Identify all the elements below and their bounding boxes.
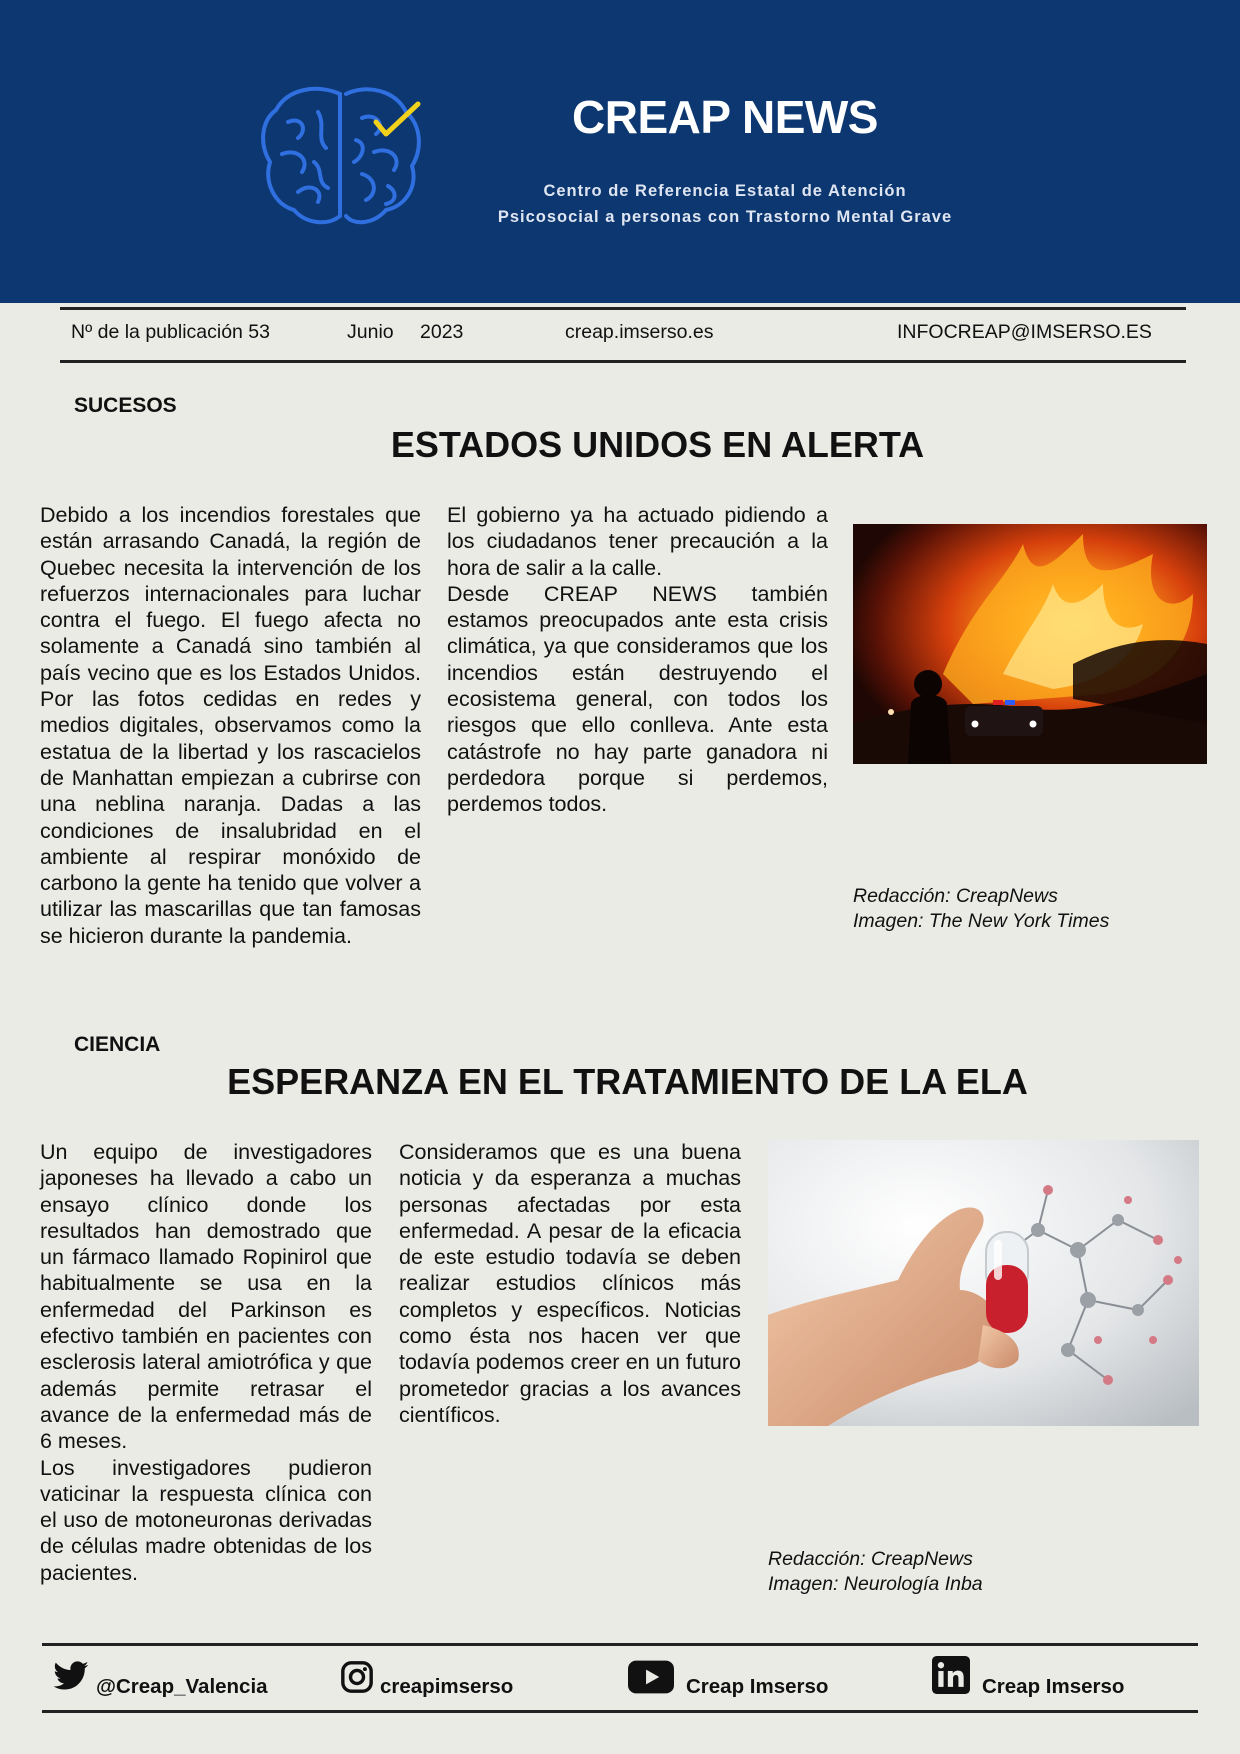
publication-number: Nº de la publicación 53 xyxy=(71,321,270,343)
youtube-channel: Creap Imserso xyxy=(686,1675,829,1698)
article-column xyxy=(399,1139,741,1428)
section-label: SUCESOS xyxy=(74,394,177,417)
linkedin-icon xyxy=(932,1656,970,1694)
website-link[interactable]: creap.imserso.es xyxy=(565,321,714,343)
youtube-link[interactable] xyxy=(628,1660,829,1698)
email-link[interactable]: INFOCREAP@IMSERSO.ES xyxy=(897,321,1152,343)
article-paragraph: Desde CREAP NEWS también estamos preocupados ante esta crisis climática, ya que consideramos que los incendios están destruyendo el ecosistema general, con todos los riesgos que ello conlleva. Ante esta catástrofe no hay parte ganadora ni perdedora porque si perdemos, perdemos todos. xyxy=(447,581,828,817)
masthead-title: CREAP NEWS xyxy=(572,91,878,143)
section-label: CIENCIA xyxy=(74,1033,161,1056)
twitter-link[interactable] xyxy=(52,1660,268,1698)
masthead-subtitle-line: Centro de Referencia Estatal de Atención xyxy=(543,182,907,200)
masthead-subtitle-line: Psicosocial a personas con Trastorno Mental Grave xyxy=(497,208,953,226)
twitter-handle: @Creap_Valencia xyxy=(96,1675,268,1698)
article-paragraph: Los investigadores pudieron vaticinar la respuesta clínica con el uso de motoneuronas derivadas de células madre obtenidas de los pacientes. xyxy=(40,1455,372,1585)
divider xyxy=(60,307,1186,310)
article-column xyxy=(447,502,828,818)
divider xyxy=(42,1710,1198,1713)
instagram-link[interactable] xyxy=(340,1660,514,1698)
linkedin-page: Creap Imserso xyxy=(982,1675,1125,1698)
publication-month: Junio xyxy=(347,321,394,343)
image-credit xyxy=(768,1547,983,1596)
article-column xyxy=(40,1139,372,1586)
article-paragraph: El gobierno ya ha actuado pidiendo a los ciudadanos tener precaución a la hora de salir a la calle. xyxy=(447,503,828,580)
youtube-icon xyxy=(628,1660,674,1694)
capsule-photo xyxy=(768,1140,1199,1426)
divider xyxy=(60,360,1186,363)
article-paragraph: Consideramos que es una buena noticia y da esperanza a muchas personas afectadas por esta enfermedad. A pesar de la eficacia de este estudio todavía se deben realizar estudios clínicos más completos y específicos. Noticias como ésta nos hacen ver que todavía podemos creer en un futuro prometedor gracias a los avances científicos. xyxy=(399,1140,741,1427)
article-paragraph: Debido a los incendios forestales que están arrasando Canadá, la región de Quebec necesita la intervención de los refuerzos internacionales para luchar contra el fuego. El fuego afecta no solamente a Canadá sino también al país vecino que es los Estados Unidos. Por las fotos cedidas en redes y medios digitales, observamos como la estatua de la libertad y los rascacielos de Manhattan empiezan a cubrirse con una neblina naranja. Dadas a las condiciones de insalubridad en el ambiente al respirar monóxido de carbono la gente ha tenido que volver a utilizar las mascarillas que tan famosas se hicieron durante la pandemia. xyxy=(40,503,421,948)
credit-image: Imagen: The New York Times xyxy=(853,909,1110,932)
credit-image: Imagen: Neurología Inba xyxy=(768,1572,983,1595)
article-column xyxy=(40,502,421,949)
linkedin-link[interactable] xyxy=(932,1656,1125,1698)
divider xyxy=(42,1643,1198,1646)
article-headline: ESTADOS UNIDOS EN ALERTA xyxy=(390,424,925,465)
wildfire-photo xyxy=(853,524,1207,764)
masthead-subtitle xyxy=(440,178,1010,230)
publication-year: 2023 xyxy=(420,321,464,343)
credit-writer: Redacción: CreapNews xyxy=(853,885,1058,907)
masthead-banner xyxy=(0,0,1240,303)
twitter-icon xyxy=(52,1660,90,1694)
credit-writer: Redacción: CreapNews xyxy=(768,1548,973,1570)
instagram-icon xyxy=(340,1660,374,1694)
article-headline: ESPERANZA EN EL TRATAMIENTO DE LA ELA xyxy=(227,1061,1028,1102)
instagram-handle: creapimserso xyxy=(380,1675,514,1698)
brain-logo-icon xyxy=(258,82,428,232)
image-credit xyxy=(853,884,1109,933)
article-paragraph: Un equipo de investigadores japoneses ha llevado a cabo un ensayo clínico donde los resultados han demostrado que un fármaco llamado Ropinirol que habitualmente se usa en la enfermedad del Parkinson es efectivo también en pacientes con esclerosis lateral amiotrófica y que además permite retrasar el avance de la enfermedad más de 6 meses. xyxy=(40,1140,372,1454)
